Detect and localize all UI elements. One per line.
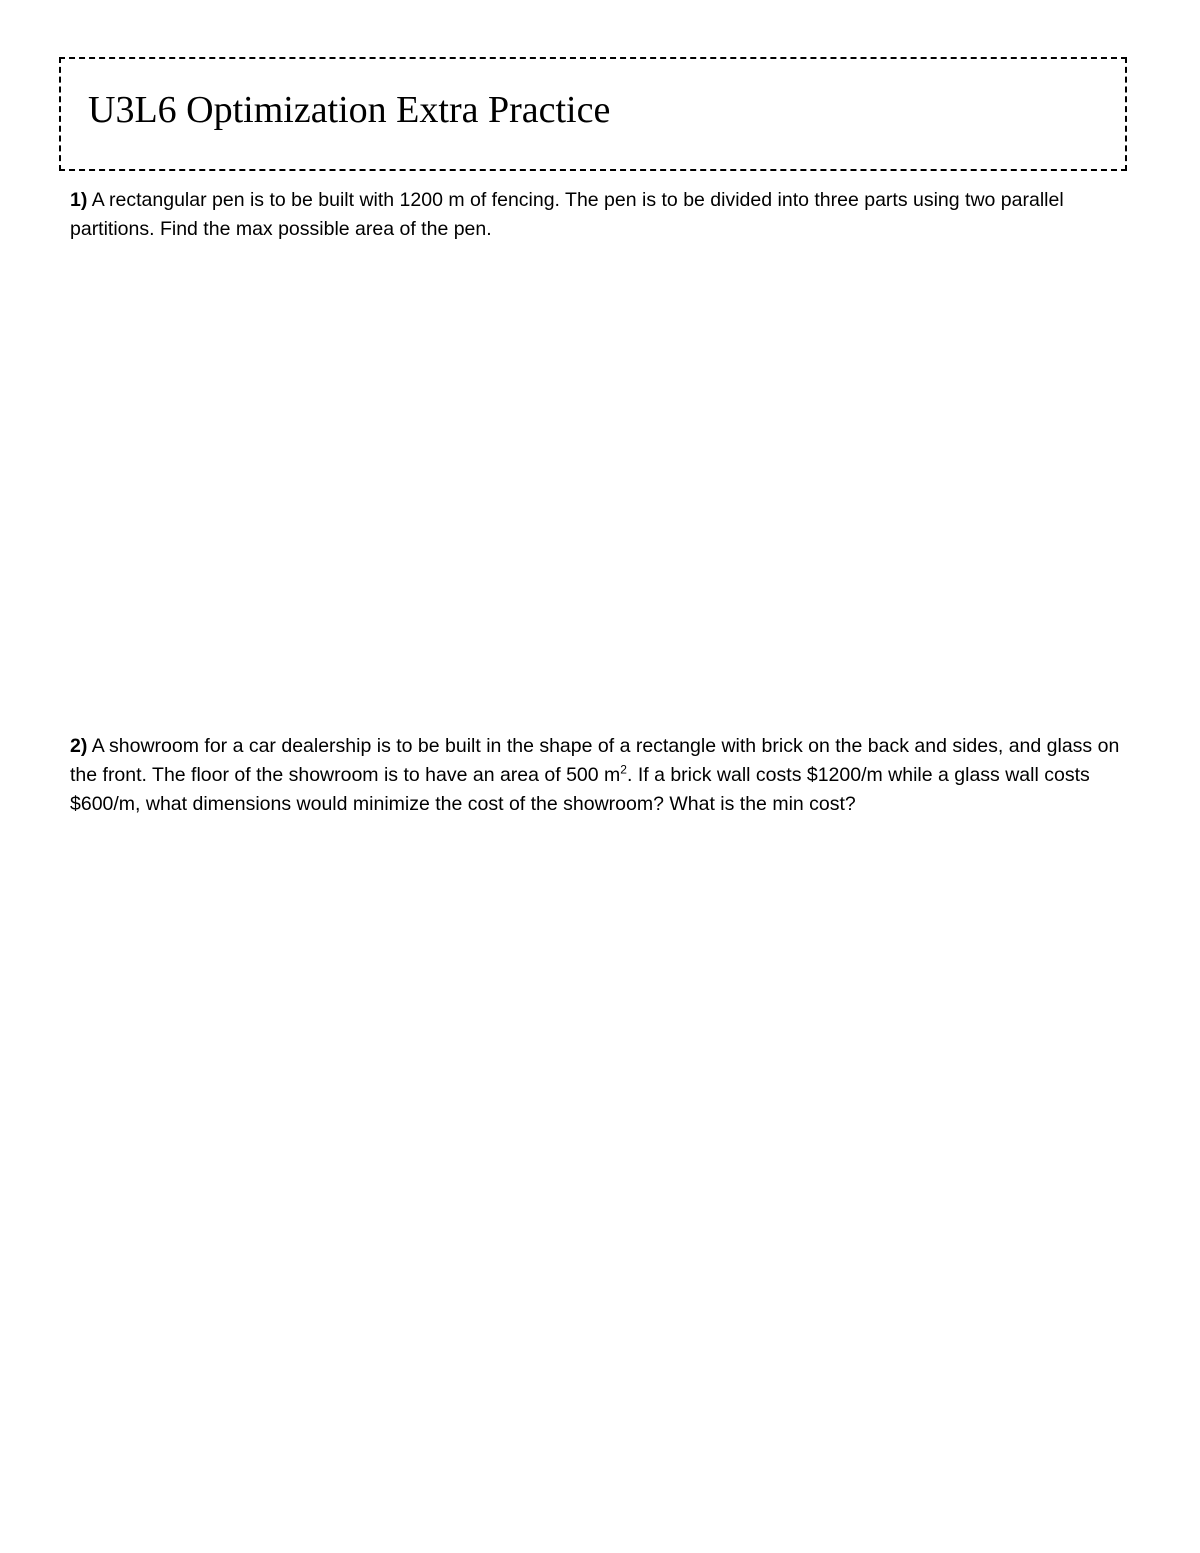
page-title: U3L6 Optimization Extra Practice [88,89,611,131]
question-text: A rectangular pen is to be built with 1200 m of fencing. The pen is to be divided into three parts using two parallel partitions. Find the max possible area of the pen. [70,189,1064,240]
question-number: 1) [70,189,88,211]
area-unit-superscript: 2 [620,762,627,777]
title-box [59,57,1127,171]
question-1 [70,186,1128,244]
question-2 [70,732,1128,819]
question-text: A showroom for a car dealership is to be built in the shape of a rectangle with brick on the back and sides, and glass on the front. The floor of the showroom is to have an area of 500 m [70,735,1120,786]
question-text-continued: . If a brick wall costs $1200/m while a glass wall costs $600/m, what dimensions would minimize the cost of the showroom? What is the min cost? [70,764,1090,815]
question-number: 2) [70,735,88,757]
